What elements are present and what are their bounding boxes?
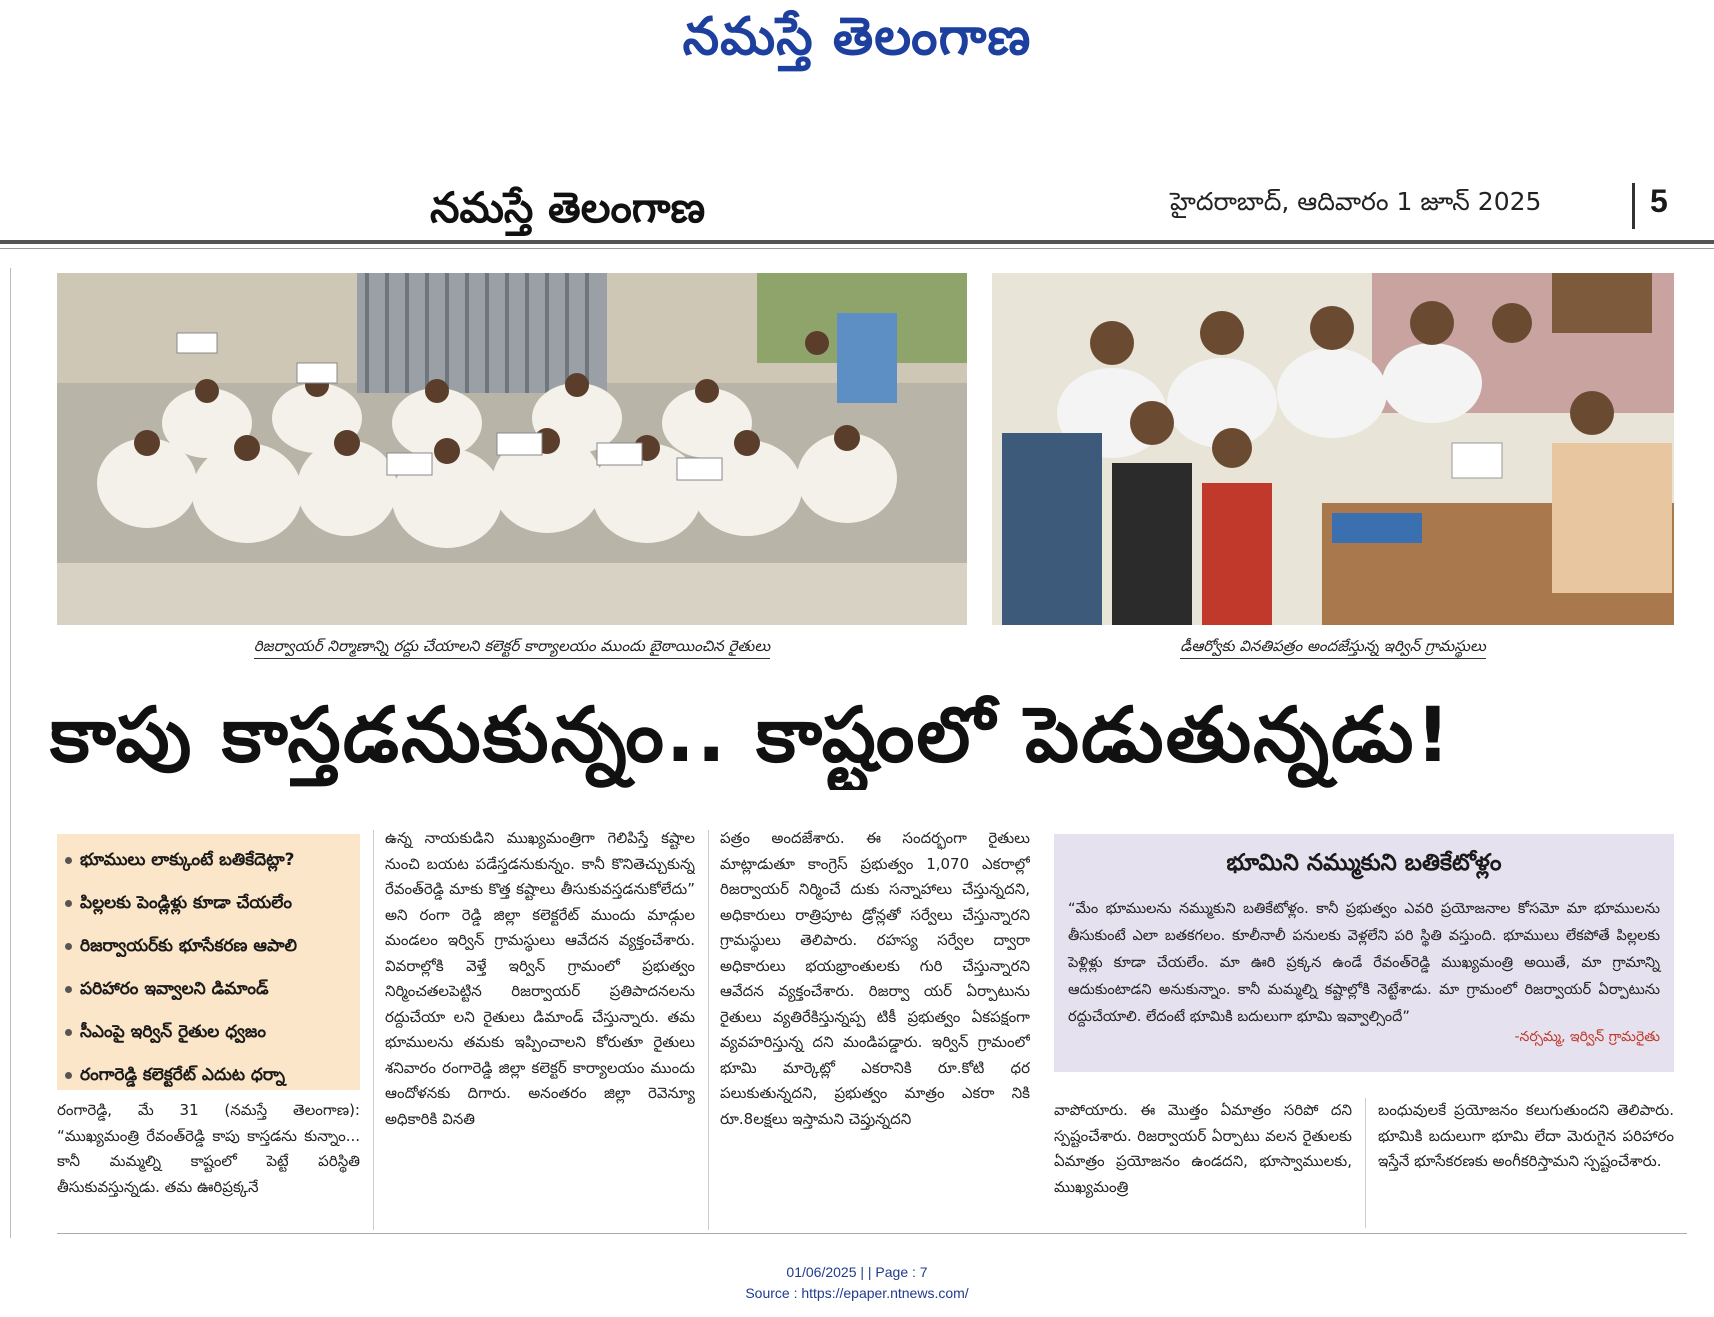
article-column-1: రంగారెడ్డి, మే 31 (నమస్తే తెలంగాణ): “ముఖ్యమంత్రి రేవంత్‌రెడ్డి కాపు కాస్తడను కున్నాం... కానీ మమ్మల్ని కాష్టంలో పెట్టే పరిస్థితి తీసుకువస్తున్నడు. తమ ఊరిప్రక్కనే xyxy=(57,1101,360,1196)
protest-photo xyxy=(57,273,967,625)
highlight-text: పిల్లలకు పెండ్లిళ్లు కూడా చేయలేం xyxy=(80,893,292,913)
article-column-4: వాపోయారు. ఈ మొత్తం ఏమాత్రం సరిపో దని స్పష్టంచేశారు. రిజర్వాయర్ ఏర్పాటు వలన రైతులకు ఏమాత్రం ప్రయోజనం ఉండదని, భూస్వాములకు, ముఖ్యమంత్రి xyxy=(1054,1101,1352,1196)
quote-title: భూమిని నమ్ముకుని బతికేటోళ్లం xyxy=(1226,850,1502,876)
article-column-5: బంధువులకే ప్రయోజనం కలుగుతుందని తెలిపారు. భూమికి బదులుగా భూమి లేదా మెరుగైన పరిహారం ఇస్తేనే భూసేకరణకు అంగీకరిస్తామని స్పష్టంచేశారు. xyxy=(1378,1101,1674,1170)
article-column-3: పత్రం అందజేశారు. ఈ సందర్భంగా రైతులు మాట్లాడుతూ కాంగ్రెస్ ప్రభుత్వం 1,070 ఎకరాల్లో రిజర్వాయర్ నిర్మించే దుకు సన్నాహాలు చేస్తున్నదని, అధికారులు రాత్రిపూట డ్రోన్లతో సర్వేలు చేస్తున్నారని గ్రామస్థులు తెలిపారు. రహస్య సర్వేల ద్వారా అధికారులు భయభ్రాంతులకు గురి చేస్తున్నారని ఆవేదన వ్యక్తంచేశారు. రిజర్వా యర్ ఏర్పాటును రైతులు వ్యతిరేకిస్తున్నప్ప టికీ ప్రభుత్వం ఏకపక్షంగా వ్యవహరిస్తున్న దని మండిపడ్డారు. ఇర్విన్ గ్రామంలో భూమి మార్కెట్లో ఎకరానికి రూ.కోటి ధర పలుకుతున్నదని, ప్రభుత్వం మాత్రం ఎకరా నికి రూ.8లక్షలు ఇస్తామని చెప్తున్నదని xyxy=(720,829,1030,1128)
bullet-icon xyxy=(65,943,72,950)
column-divider xyxy=(373,830,374,1230)
highlight-text: భూములు లాక్కుంటే బతికేదెట్లా? xyxy=(80,850,295,870)
column-divider xyxy=(708,830,709,1230)
main-headline: కాపు కాస్తడనుకున్నం.. కాష్టంలో పెడుతున్నడు! xyxy=(50,690,1453,779)
highlight-text: పరిహారం ఇవ్వాలని డిమాండ్ xyxy=(80,979,269,999)
highlight-item xyxy=(65,979,352,1003)
dateline: హైదరాబాద్, ఆదివారం 1 జూన్ 2025 xyxy=(1170,187,1542,216)
header-rule xyxy=(0,240,1714,244)
highlight-text: సీఎంపై ఇర్విన్ రైతుల ధ్వజం xyxy=(80,1022,266,1042)
highlight-item xyxy=(65,1065,352,1089)
bullet-icon xyxy=(65,900,72,907)
memorandum-photo xyxy=(992,273,1674,625)
column-divider xyxy=(1365,1098,1366,1228)
masthead-logo: నమస్తే తెలంగాణ xyxy=(682,6,1032,67)
highlight-text: రంగారెడ్డి కలెక్టరేట్ ఎదుట ధర్నా xyxy=(80,1065,286,1085)
quote-attribution: -నర్సమ్మ, ఇర్విన్ గ్రామరైతు xyxy=(1514,1029,1660,1045)
bullet-icon xyxy=(65,1072,72,1079)
bullet-icon xyxy=(65,986,72,993)
header-rule-thin xyxy=(0,248,1714,249)
page-brand: నమస్తే తెలంగాణ xyxy=(430,183,706,232)
left-margin-line xyxy=(10,268,11,1238)
quote-box xyxy=(1054,834,1674,1072)
footer-date-page: 01/06/2025 | | Page : 7 xyxy=(786,1264,928,1280)
footer-source[interactable]: Source : https://epaper.ntnews.com/ xyxy=(745,1285,969,1301)
header-separator xyxy=(1632,183,1635,229)
article-column-2: ఉన్న నాయకుడిని ముఖ్యమంత్రిగా గెలిపిస్తే కష్టాల నుంచి బయట పడేస్తడనుకున్నం. కానీ కొనితెచ్చుకున్న రేవంత్‌రెడ్డి మాకు కొత్త కష్టాలు తీసుకువస్తడనుకోలేదు” అని రంగా రెడ్డి జిల్లా కలెక్టరేట్ ముందు మాడ్గుల మండలం ఇర్విన్ గ్రామస్థులు ఆవేదన వ్యక్తంచేశారు. వివరాల్లోకి వెళ్తే ఇర్విన్ గ్రామంలో ప్రభుత్వం నిర్మించతలపెట్టిన రిజర్వాయర్ ప్రతిపాదనలను రద్దుచేయా లని రైతులు డిమాండ్ చేస్తున్నారు. తమ భూములను తమకు ఇప్పించాలని కోరుతూ రైతులు శనివారం రంగారెడ్డి జిల్లా కలెక్టర్ కార్యాలయం ముందు ఆందోళనకు దిగారు. అనంతరం జిల్లా రెవెన్యూ అధికారికి వినతి xyxy=(385,829,695,1128)
highlight-item xyxy=(65,1022,352,1046)
bullet-icon xyxy=(65,857,72,864)
highlight-text: రిజర్వాయర్‌కు భూసేకరణ ఆపాలి xyxy=(80,936,297,956)
memorandum-photo-caption xyxy=(992,637,1674,659)
protest-photo-caption-text: రిజర్వాయర్ నిర్మాణాన్ని రద్దు చేయాలని కలెక్టర్ కార్యాలయం ముందు బైఠాయించిన రైతులు xyxy=(254,637,770,659)
bottom-rule xyxy=(57,1233,1687,1234)
quote-text: “మేం భూములను నమ్ముకుని బతికేటోళ్లం. కానీ ప్రభుత్వం ఎవరి ప్రయోజనాల కోసమో మా భూములను తీసుకుంటే ఎలా బతకగలం. కూలీనాలీ పనులకు వెళ్లలేని పరి స్థితి వస్తుంది. భూములు లేకపోతే పిల్లలకు పెళ్లిళ్లు కూడా చేయలేం. మా ఊరి ప్రక్కన ఉండే రేవంత్‌రెడ్డి ముఖ్యమంత్రి అయితే, మా గ్రామాన్ని ఆదుకుంటాడని అనుకున్నాం. కానీ మమ్మల్ని కష్టాల్లోకి నెట్టేశాడు. మా గ్రామంలో రిజర్వాయర్ ఏర్పాటును రద్దుచేయాలి. లేదంటే భూమికి బదులుగా భూమి ఇవ్వాల్సిందే” xyxy=(1068,901,1660,1025)
highlight-item xyxy=(65,936,352,960)
highlights-box xyxy=(57,834,360,1090)
highlight-item xyxy=(65,850,352,874)
bullet-icon xyxy=(65,1029,72,1036)
protest-photo-caption xyxy=(57,637,967,659)
memorandum-photo-caption-text: డీఆర్వోకు వినతిపత్రం అందజేస్తున్న ఇర్విన్ గ్రామస్థులు xyxy=(1180,637,1486,659)
highlight-item xyxy=(65,893,352,917)
page-number: 5 xyxy=(1650,183,1668,219)
